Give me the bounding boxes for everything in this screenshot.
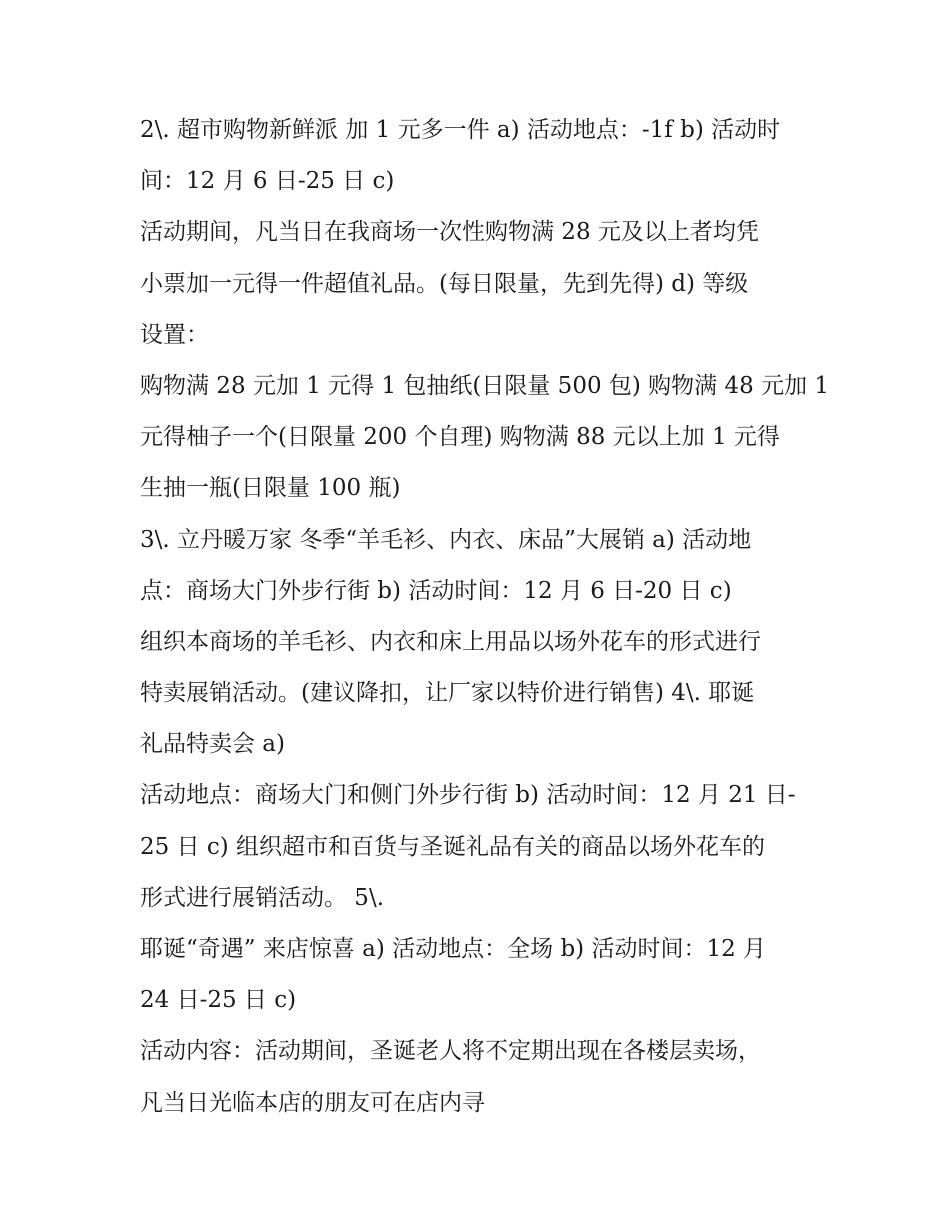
- text-line: 活动期间，凡当日在我商场一次性购物满 28 元及以上者均凭: [140, 219, 759, 246]
- text-line: 间：12 月 6 日-25 日 c): [140, 168, 395, 195]
- text-line: 特卖展销活动。(建议降扣，让厂家以特价进行销售) 4\. 耶诞: [140, 680, 755, 707]
- text-line: 形式进行展销活动。 5\.: [140, 884, 385, 911]
- text-line: 凡当日光临本店的朋友可在店内寻: [140, 1089, 485, 1116]
- text-line: 活动地点：商场大门和侧门外步行街 b) 活动时间：12 月 21 日-: [140, 782, 796, 809]
- text-line: 2\. 超市购物新鲜派 加 1 元多一件 a) 活动地点：-1f b) 活动时: [140, 117, 781, 143]
- text-line: 3\. 立丹暖万家 冬季“羊毛衫、内衣、床品”大展销 a) 活动地: [140, 526, 752, 553]
- text-line: 耶诞“奇遇” 来店惊喜 a) 活动地点：全场 b) 活动时间：12 月: [140, 936, 767, 962]
- text-line: 设置：: [140, 321, 209, 348]
- text-line: 购物满 28 元加 1 元得 1 包抽纸(日限量 500 包) 购物满 48 元加 1: [140, 372, 830, 399]
- text-line: 礼品特卖会 a): [140, 731, 285, 758]
- text-line: 组织本商场的羊毛衫、内衣和床上用品以场外花车的形式进行: [140, 628, 761, 655]
- document-body: [140, 105, 830, 1129]
- text-line: 25 日 c) 组织超市和百货与圣诞礼品有关的商品以场外花车的: [140, 833, 766, 860]
- text-line: 活动内容：活动期间，圣诞老人将不定期出现在各楼层卖场，: [140, 1038, 761, 1065]
- text-line: 生抽一瓶(日限量 100 瓶): [140, 475, 401, 502]
- text-line: 元得柚子一个(日限量 200 个自理) 购物满 88 元以上加 1 元得: [140, 424, 780, 451]
- text-line: 24 日-25 日 c): [140, 987, 297, 1014]
- text-line: 点：商场大门外步行街 b) 活动时间：12 月 6 日-20 日 c): [140, 577, 732, 604]
- text-line: 小票加一元得一件超值礼品。(每日限量，先到先得) d) 等级: [140, 270, 749, 297]
